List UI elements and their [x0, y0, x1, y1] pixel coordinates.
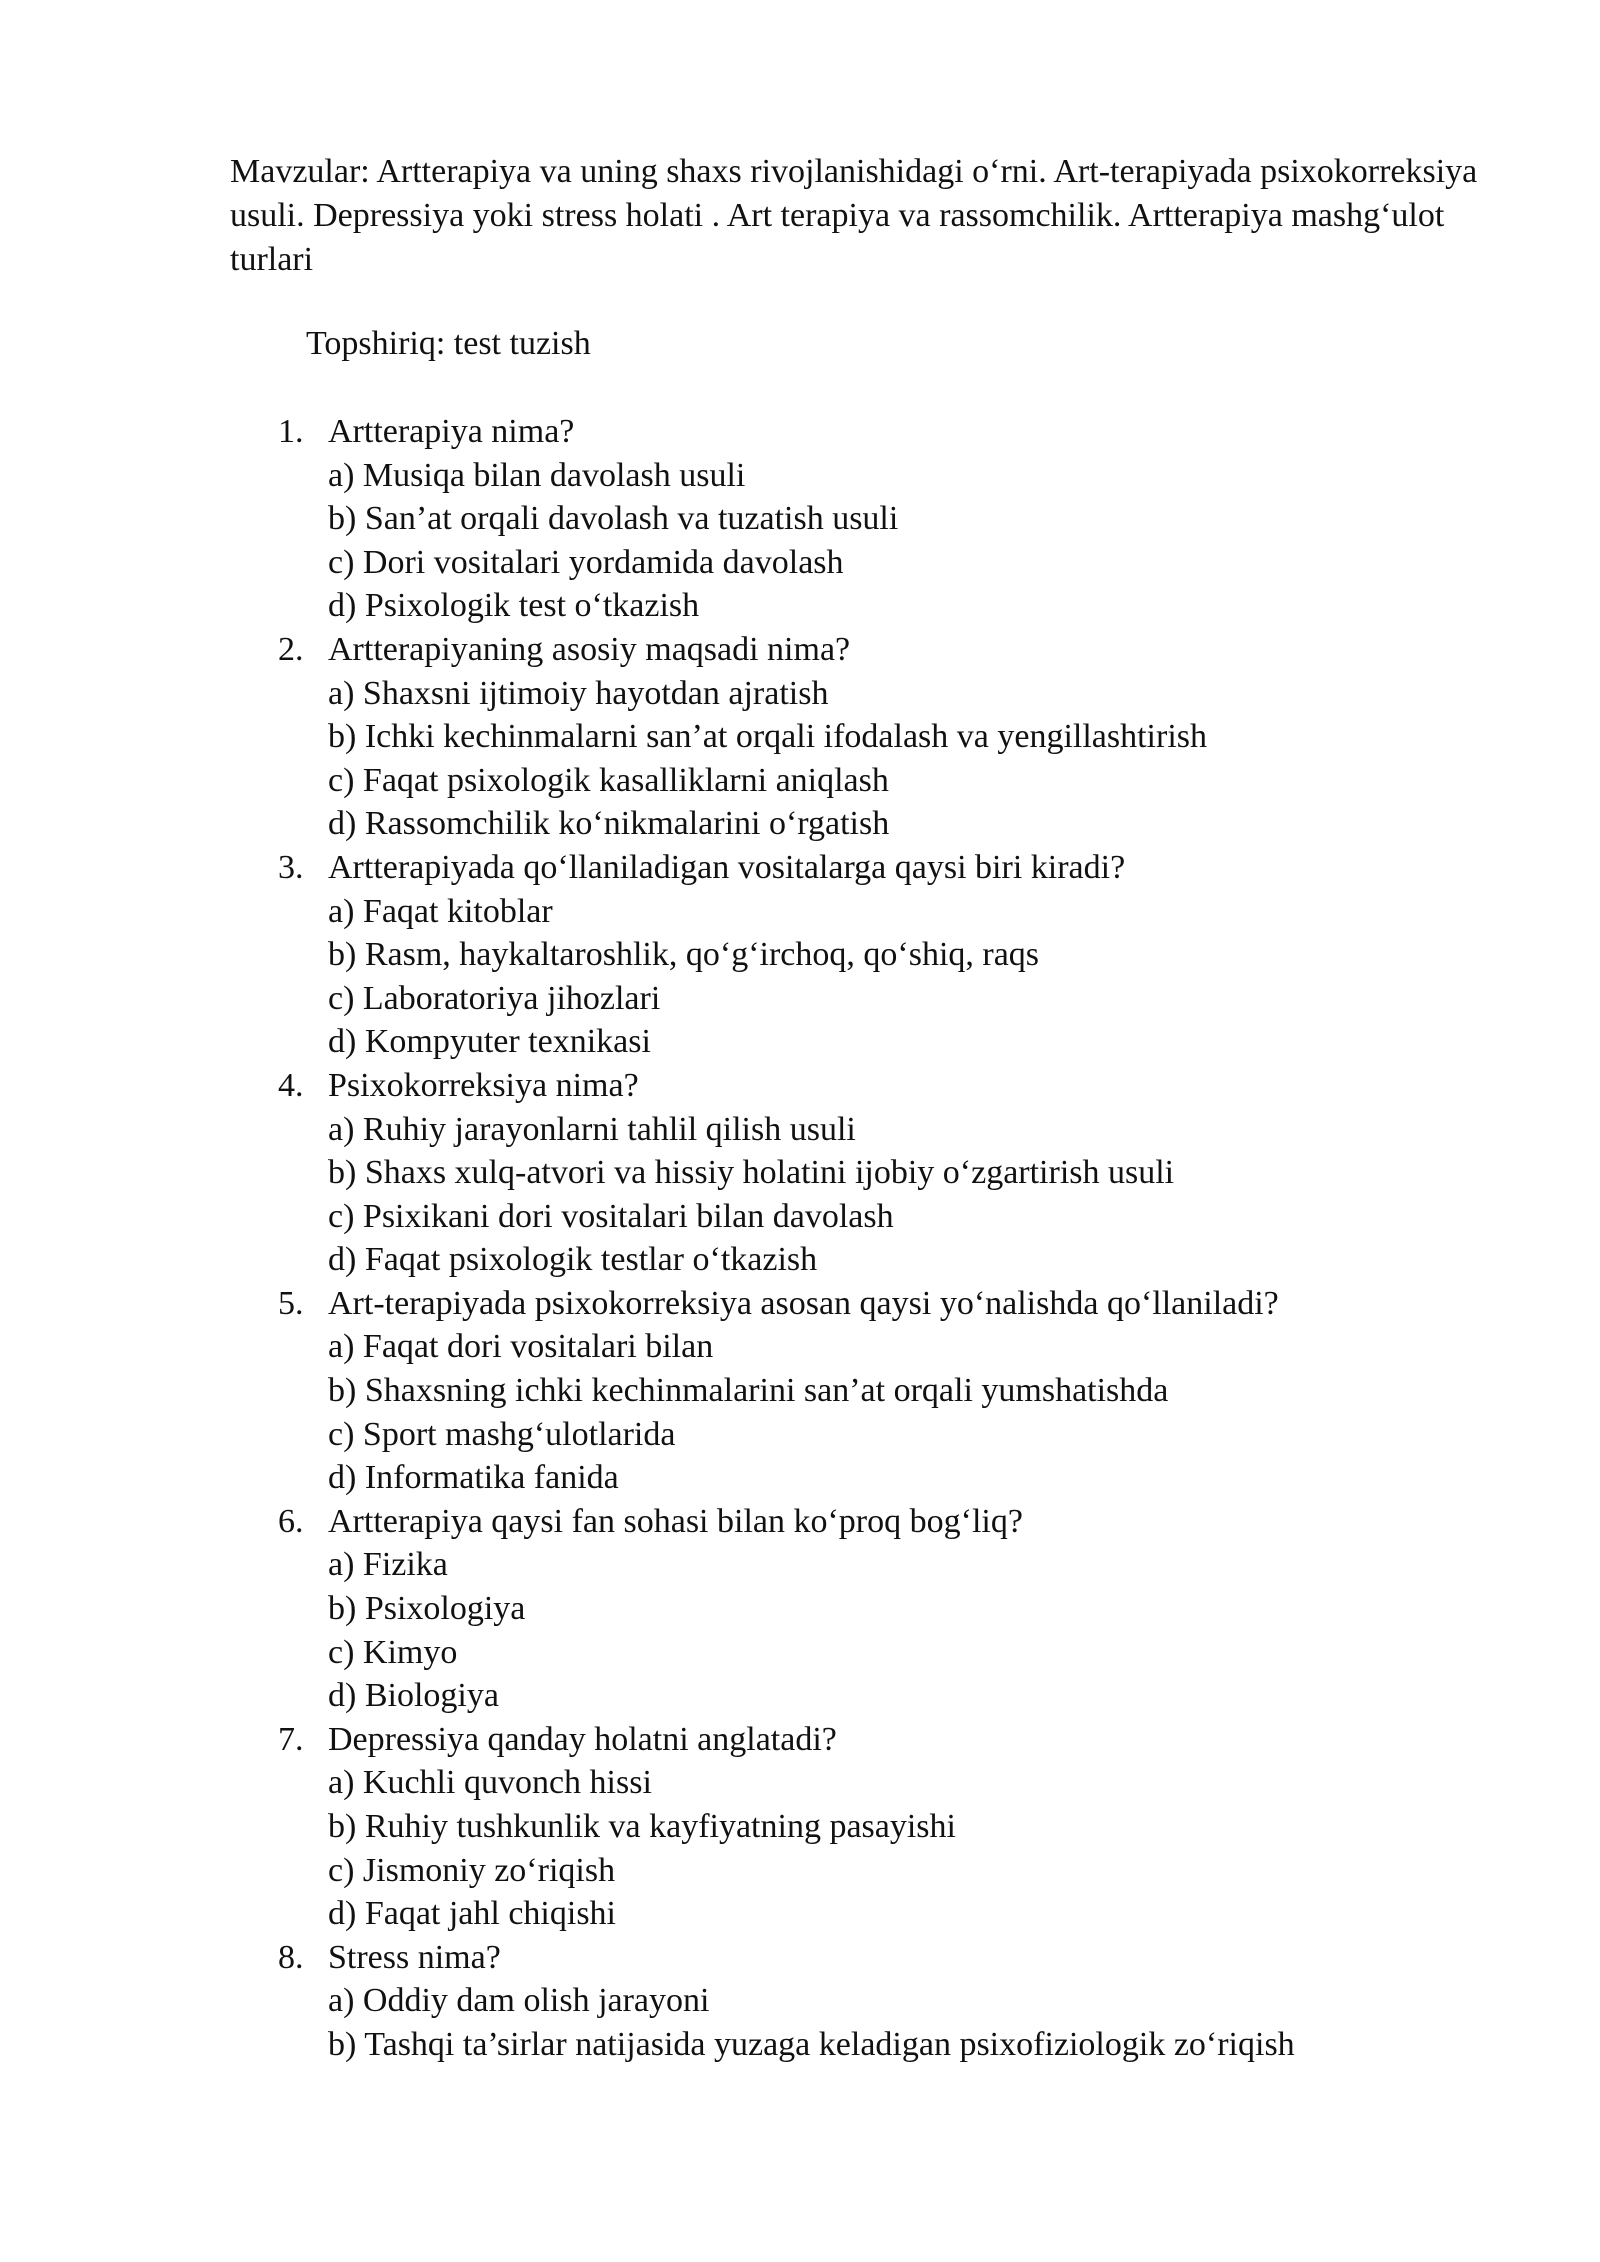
answer-option: b) Ruhiy tushkunlik va kayfiyatning pasayishi [328, 1808, 956, 1845]
answer-options [278, 890, 1528, 1064]
question-text: Psixokorreksiya nima? [328, 1066, 639, 1104]
answer-options [278, 672, 1528, 846]
question-text: Artterapiyada qo‘llaniladigan vositalarga qaysi biri kiradi? [328, 848, 1126, 886]
question-number: 5. [278, 1284, 304, 1322]
question-line [278, 1282, 1528, 1326]
question-number: 4. [278, 1066, 304, 1104]
answer-option: a) Musiqa bilan davolash usuli [328, 456, 746, 494]
question-number: 8. [278, 1938, 304, 1976]
answer-option: d) Kompyuter texnikasi [328, 1023, 651, 1061]
answer-option: a) Kuchli quvonch hissi [328, 1764, 652, 1802]
answer-option: b) Shaxsning ichki kechinmalarini san’at orqali yumshatishda [328, 1372, 1169, 1410]
answer-options [278, 1543, 1528, 1717]
answer-option: a) Oddiy dam olish jarayoni [328, 1982, 710, 2020]
answer-option: d) Informatika fanida [328, 1459, 619, 1497]
answer-option: c) Laboratoriya jihozlari [328, 979, 661, 1017]
answer-option: d) Faqat psixologik testlar o‘tkazish [328, 1241, 818, 1279]
answer-option: b) Psixologiya [328, 1590, 526, 1628]
question-line [278, 410, 1528, 454]
question-text: Art-terapiyada psixokorreksiya asosan qaysi yo‘nalishda qo‘llaniladi? [328, 1284, 1279, 1322]
answer-options [278, 1108, 1528, 1282]
answer-option: c) Dori vositalari yordamida davolash [328, 543, 844, 581]
answer-option: b) San’at orqali davolash va tuzatish usuli [328, 500, 899, 538]
answer-option: a) Shaxsni ijtimoiy hayotdan ajratish [328, 674, 829, 712]
question-line [278, 628, 1528, 672]
question-line [278, 1936, 1528, 1980]
answer-option: b) Shaxs xulq-atvori va hissiy holatini ijobiy o‘zgartirish usuli [328, 1154, 1175, 1192]
question-line [278, 1064, 1528, 1108]
question-text: Artterapiya qaysi fan sohasi bilan ko‘proq bog‘liq? [328, 1502, 1023, 1540]
answer-option: c) Faqat psixologik kasalliklarni aniqlash [328, 761, 889, 799]
answer-option: d) Psixologik test o‘tkazish [328, 587, 700, 625]
question-text: Depressiya qanday holatni anglatadi? [328, 1720, 837, 1758]
question-number: 3. [278, 848, 304, 886]
question-line [278, 1718, 1528, 1762]
question-line [278, 1500, 1528, 1544]
task-heading: Topshiriq: test tuzish [306, 325, 591, 362]
answer-options [278, 454, 1528, 628]
question-list [278, 410, 1528, 2067]
answer-option: c) Jismoniy zo‘riqish [328, 1851, 616, 1889]
answer-option: c) Kimyo [328, 1633, 458, 1671]
answer-options [278, 1761, 1528, 1935]
question-item [278, 628, 1528, 846]
answer-option: c) Sport mashg‘ulotlarida [328, 1415, 676, 1453]
question-number: 6. [278, 1502, 304, 1540]
answer-option: a) Ruhiy jarayonlarni tahlil qilish usuli [328, 1110, 856, 1148]
question-number: 2. [278, 630, 304, 668]
answer-option: d) Faqat jahl chiqishi [328, 1895, 617, 1933]
answer-option: a) Faqat kitoblar [328, 892, 553, 930]
question-item [278, 846, 1528, 1064]
question-item [278, 1282, 1528, 1500]
answer-option: c) Psixikani dori vositalari bilan davolash [328, 1197, 894, 1235]
question-item [278, 1064, 1528, 1282]
answer-options [278, 1979, 1528, 2066]
question-number: 7. [278, 1720, 304, 1758]
answer-option: d) Biologiya [328, 1677, 499, 1715]
answer-option: b) Rasm, haykaltaroshlik, qo‘g‘irchoq, qo‘shiq, raqs [328, 936, 1040, 974]
answer-option: a) Fizika [328, 1546, 448, 1584]
question-text: Stress nima? [328, 1938, 501, 1976]
answer-option: b) Ichki kechinmalarni san’at orqali ifodalash va yengillashtirish [328, 718, 1208, 756]
question-item [278, 1718, 1528, 1936]
question-line [278, 846, 1528, 890]
question-text: Artterapiya nima? [328, 413, 575, 450]
answer-option: d) Rassomchilik ko‘nikmalarini o‘rgatish [328, 805, 890, 843]
question-item [278, 1500, 1528, 1718]
question-text: Artterapiyaning asosiy maqsadi nima? [328, 630, 851, 668]
answer-option: b) Tashqi ta’sirlar natijasida yuzaga keladigan psixofiziologik zo‘riqish [328, 2025, 1295, 2063]
question-item [278, 410, 1528, 628]
answer-option: a) Faqat dori vositalari bilan [328, 1328, 714, 1366]
question-item [278, 1936, 1528, 2067]
topics-paragraph: Mavzular: Artterapiya va uning shaxs rivojlanishidagi o‘rni. Art-terapiyada psixokorreksiya usuli. Depressiya yoki stress holati . Art terapiya va rassomchilik. Artterapiya mashg‘ulot turlari [230, 153, 1478, 278]
question-number: 1. [278, 413, 304, 450]
answer-options [278, 1325, 1528, 1499]
